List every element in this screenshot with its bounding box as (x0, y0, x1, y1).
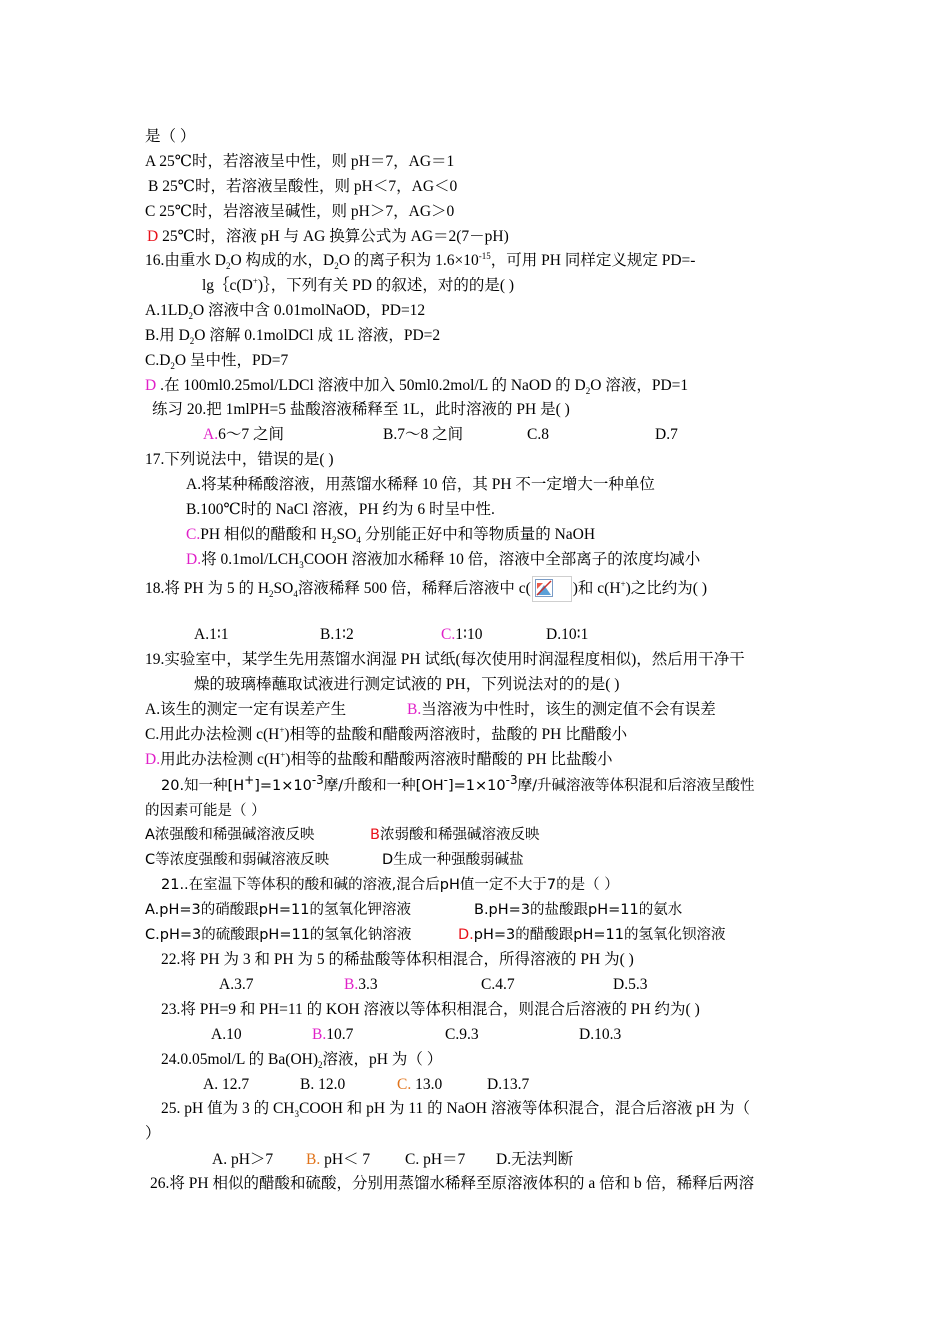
option-d: D 25℃时，溶液 pH 与 AG 换算公式为 AG＝2(7－pH) (147, 228, 509, 245)
answer-key: C. (397, 1076, 412, 1093)
q24-option-b: B. 12.0 (300, 1076, 346, 1093)
answer-key: B (370, 827, 380, 843)
q20-option-b: B浓弱酸和稀强碱溶液反映 (370, 827, 540, 843)
question-18: 18.将 PH 为 5 的 $H_2SO_4$溶液稀释 500 倍，稀释后溶液中 c( )和 c(H+)之比约为( ) (145, 576, 707, 602)
q23-option-c: C.9.3 (445, 1026, 479, 1043)
q18-option-d: D.10∶1 (546, 626, 589, 643)
q17-option-a: A.将某种稀酸溶液，用蒸馏水稀释 10 倍，其 PH 不一定增大一种单位 (186, 476, 655, 493)
answer-key: D. (186, 551, 202, 568)
answer-key: B. (306, 1151, 321, 1168)
ex20-option-d: D.7 (655, 426, 678, 443)
question-25: 25. pH 值为 3 的 $CH_3COOH$ 和 pH 为 11 的 NaOH 溶液等体积混合，混合后溶液 pH 为（ (161, 1100, 751, 1120)
option-c: C 25℃时，岩溶液呈碱性，则 pH＞7，AG＞0 (145, 203, 455, 220)
answer-key: A. (203, 426, 219, 443)
q17-option-c: C.PH 相似的醋酸和 $H_2SO_4$ 分别能正好中和等物质量的 NaOH (186, 526, 596, 546)
question-21: 21..在室温下等体积的酸和碱的溶液,混合后pH值一定不大于7的是（ ） (161, 877, 619, 893)
answer-key: D. (458, 927, 474, 943)
q18-option-b: B.1∶2 (320, 626, 354, 643)
question-17: 17.下列说法中，错误的是( ) (145, 451, 334, 468)
answer-key: C. (441, 626, 456, 643)
answer-key: B. (344, 976, 359, 993)
question-16: 16.由重水 $D_2O$ 构成的水，$D_2O$ 的离子积为 $1.6\times 10^{-15}$，可用 PH 同样定义规定 PD=- (145, 250, 696, 272)
ex20-option-a: A.6～7 之间 (203, 426, 284, 443)
question-16-cont: lg｛c(D+)｝，下列有关 PD 的叙述，对的的是( ) (202, 275, 515, 294)
q22-option-c: C.4.7 (481, 976, 515, 993)
question-20: 20.知一种$[H^+]=1\times 10^{-3}$摩/升酸和一种$[OH^-]=1\times 10^{-3}$摩/升碱溶液等体积混和后溶液呈酸性 (161, 773, 755, 794)
q21-option-d: D.pH=3的醋酸跟pH=11的氢氧化钡溶液 (458, 927, 726, 943)
exercise-20: 练习 20.把 1mlPH=5 盐酸溶液稀释至 1L，此时溶液的 PH 是( ) (152, 401, 570, 418)
q22-option-a: A.3.7 (219, 976, 254, 993)
answer-key: D (147, 228, 159, 245)
question-23: 23.将 PH=9 和 PH=11 的 KOH 溶液以等体积相混合，则混合后溶液的 PH 约为( ) (161, 1001, 700, 1018)
answer-key: C. (186, 526, 201, 543)
line-0: 是（ ） (145, 128, 196, 145)
ex20-option-c: C.8 (527, 426, 549, 443)
q19-option-b: B.当溶液为中性时，该生的测定值不会有误差 (407, 701, 716, 718)
q22-option-d: D.5.3 (613, 976, 648, 993)
q25-option-c: C. pH＝7 (405, 1151, 466, 1168)
q19-option-a: A.该生的测定一定有误差产生 (145, 701, 347, 718)
q20-option-a: A浓强酸和稀强碱溶液反映 (145, 827, 315, 843)
broken-image-icon (532, 576, 572, 602)
q23-option-a: A.10 (211, 1026, 242, 1043)
q18-option-c: C.1∶10 (441, 626, 483, 643)
q19-option-d: D.用此办法检测 c(H+)相等的盐酸和醋酸两溶液时醋酸的 PH 比盐酸小 (145, 749, 613, 768)
q23-option-d: D.10.3 (579, 1026, 622, 1043)
ex20-option-b: B.7～8 之间 (383, 426, 464, 443)
q21-option-b: B.pH=3的盐酸跟pH=11的氨水 (474, 902, 683, 918)
question-22: 22.将 PH 为 3 和 PH 为 5 的稀盐酸等体积相混合，所得溶液的 PH 为( ) (161, 951, 634, 968)
answer-key: B. (312, 1026, 327, 1043)
answer-key: B. (407, 701, 422, 718)
q22-option-b: B.3.3 (344, 976, 378, 993)
q16-option-d: D .在 100ml0.25mol/LDCl 溶液中加入 50ml0.2mol/L 的 NaOD 的 $D_2O$ 溶液，PD=1 (145, 377, 689, 397)
q21-option-a: A.pH=3的硝酸跟pH=11的氢氧化钾溶液 (145, 902, 411, 918)
q17-option-d: D.将 $0.1mol/LCH_3COOH$ 溶液加水稀释 10 倍，溶液中全部离子的浓度均减小 (186, 551, 701, 571)
q24-option-c: C. 13.0 (397, 1076, 443, 1093)
q17-option-b: B.100℃时的 NaCl 溶液，PH 约为 6 时呈中性. (186, 501, 495, 518)
q25-option-b: B. pH＜ 7 (306, 1151, 371, 1168)
q25-option-a: A. pH＞7 (212, 1151, 274, 1168)
q24-option-d: D.13.7 (487, 1076, 530, 1093)
q23-option-b: B.10.7 (312, 1026, 354, 1043)
q18-option-a: A.1∶1 (194, 626, 229, 643)
question-19: 19.实验室中，某学生先用蒸馏水润湿 PH 试纸(每次使用时润湿程度相似)，然后用干净干 (145, 651, 745, 668)
q16-option-c: $C.D_2O$ 呈中性，PD=7 (145, 352, 289, 372)
question-20-cont: 的因素可能是（ ） (145, 803, 266, 819)
option-b: B 25℃时，若溶液呈酸性，则 pH＜7，AG＜0 (148, 178, 458, 195)
question-26: 26.将 PH 相似的醋酸和硫酸，分别用蒸馏水稀释至原溶液体积的 a 倍和 b 倍，稀释后两溶 (150, 1175, 755, 1192)
answer-key: D (145, 377, 157, 394)
question-19-cont: 燥的玻璃棒蘸取试液进行测定试液的 PH，下列说法对的的是( ) (194, 676, 620, 693)
q16-option-b: B.用 $D_2O$ 溶解 0.1molDCl 成 1L 溶液，PD=2 (145, 327, 441, 347)
question-24: 24.0.05mol/L 的 $Ba(OH)_2$溶液，pH 为（ ） (161, 1051, 443, 1071)
question-25-cont: ） (145, 1125, 161, 1142)
q24-option-a: A. 12.7 (203, 1076, 250, 1093)
answer-key: D. (145, 751, 161, 768)
option-a: A 25℃时，若溶液呈中性，则 pH＝7，AG＝1 (145, 153, 455, 170)
q16-option-a: $A.1LD_2O$ 溶液中含 0.01molNaOD，PD=12 (145, 302, 426, 322)
q25-option-d: D.无法判断 (496, 1151, 574, 1168)
q20-option-c: C等浓度强酸和弱碱溶液反映 (145, 852, 330, 868)
q19-option-c: C.用此办法检测 c(H+)相等的盐酸和醋酸两溶液时，盐酸的 PH 比醋酸小 (145, 724, 628, 743)
q21-option-c: C.pH=3的硫酸跟pH=11的氢氧化钠溶液 (145, 927, 412, 943)
q20-option-d: D生成一种强酸弱碱盐 (382, 852, 524, 868)
